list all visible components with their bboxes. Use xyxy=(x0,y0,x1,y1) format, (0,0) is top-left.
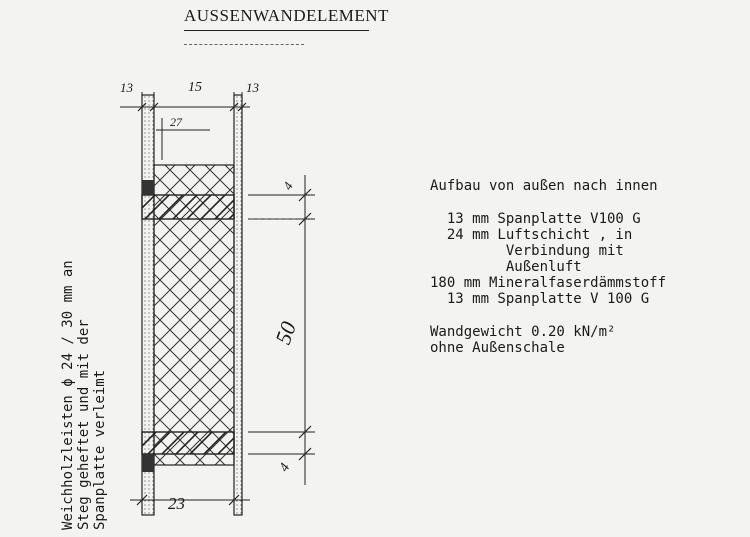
title-dash-line xyxy=(184,44,304,45)
weight-line: Wandgewicht 0.20 kN/m² xyxy=(430,324,616,340)
composition-block xyxy=(430,178,666,356)
dim-core-top: 15 xyxy=(188,80,202,95)
vertical-note xyxy=(60,170,108,530)
layer-line: 24 mm Luftschicht , in xyxy=(430,227,633,243)
dim-height-top: 4 xyxy=(279,179,296,193)
dim-bottom-width: 23 xyxy=(168,494,185,513)
layer-line: Verbindung mit xyxy=(430,243,624,259)
dim-outer-panel-right: 13 xyxy=(246,80,259,95)
top-timber-strip xyxy=(142,195,234,219)
dim-height-bottom: 4 xyxy=(276,460,294,475)
layer-line: Außenluft xyxy=(430,259,582,275)
vertical-note-line: Steg geheftet und mit der xyxy=(76,319,92,530)
bottom-timber-strip xyxy=(142,432,234,454)
composition-heading: Aufbau von außen nach innen xyxy=(430,178,658,194)
weight-block xyxy=(430,324,666,356)
layer-line: 180 mm Mineralfaserdämmstoff xyxy=(430,275,667,291)
dim-outer-panel-left: 13 xyxy=(120,80,133,95)
document-title: AUSSENWANDELEMENT xyxy=(184,6,389,25)
left-block-bottom xyxy=(142,454,154,472)
vertical-note-line: Weichholzleisten ϕ 24 / 30 mm an xyxy=(60,260,76,530)
left-block-top xyxy=(142,180,154,195)
dim-air-gap: 27 xyxy=(170,115,182,129)
dim-height-main: 50 xyxy=(270,318,302,348)
title-underline xyxy=(184,30,369,31)
layer-line: 13 mm Spanplatte V 100 G xyxy=(430,291,650,307)
weight-line: ohne Außenschale xyxy=(430,340,565,356)
layer-line: 13 mm Spanplatte V100 G xyxy=(430,211,641,227)
outer-panel-right xyxy=(234,95,242,515)
vertical-note-line: Spanplatte verleimt xyxy=(92,369,108,530)
